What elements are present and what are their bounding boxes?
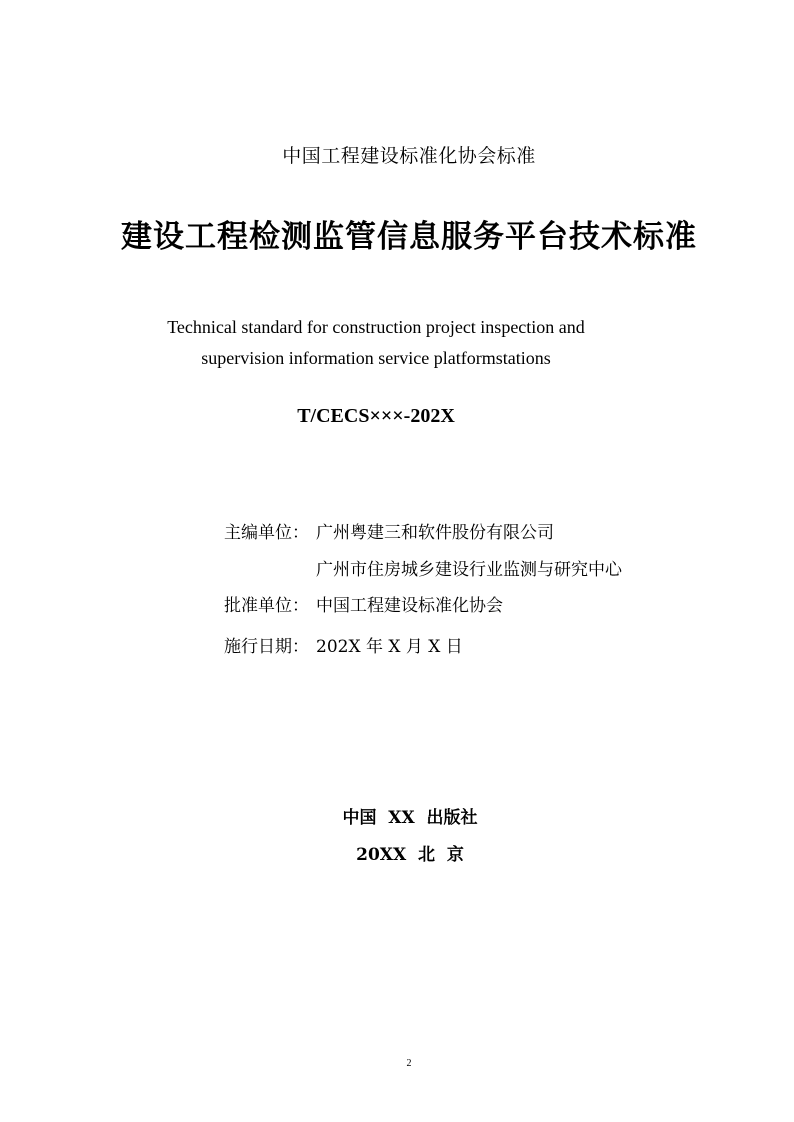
chief-editor-unit-2: 广州市住房城乡建设行业监测与研究中心 [316, 560, 622, 580]
association-title: 中国工程建设标准化协会标准 [282, 145, 536, 167]
publication-place-year: 20XX 北 京 [356, 845, 464, 865]
chief-editor-row [224, 518, 554, 543]
chief-editor-row-2 [316, 555, 622, 580]
effective-date-row [224, 632, 463, 657]
standard-code: T/CECS×××-202X [297, 405, 455, 427]
standard-title-en-line-2: supervision information service platformstations [201, 348, 551, 368]
publisher: 中国 XX 出版社 [342, 808, 478, 828]
standard-title-zh: 建设工程检测监管信息服务平台技术标准 [121, 219, 697, 255]
effective-date-value: 202X 年 X 月 X 日 [316, 637, 463, 657]
chief-editor-unit-1: 广州粤建三和软件股份有限公司 [316, 523, 554, 543]
effective-date-label: 施行日期： [224, 637, 309, 657]
chief-editor-label: 主编单位： [224, 523, 309, 543]
approver-unit: 中国工程建设标准化协会 [316, 596, 503, 616]
page-number: 2 [406, 1058, 412, 1069]
standard-title-en-line-1: Technical standard for construction project inspection and [167, 317, 585, 337]
approver-label: 批准单位： [224, 596, 309, 616]
approver-row [224, 591, 503, 616]
